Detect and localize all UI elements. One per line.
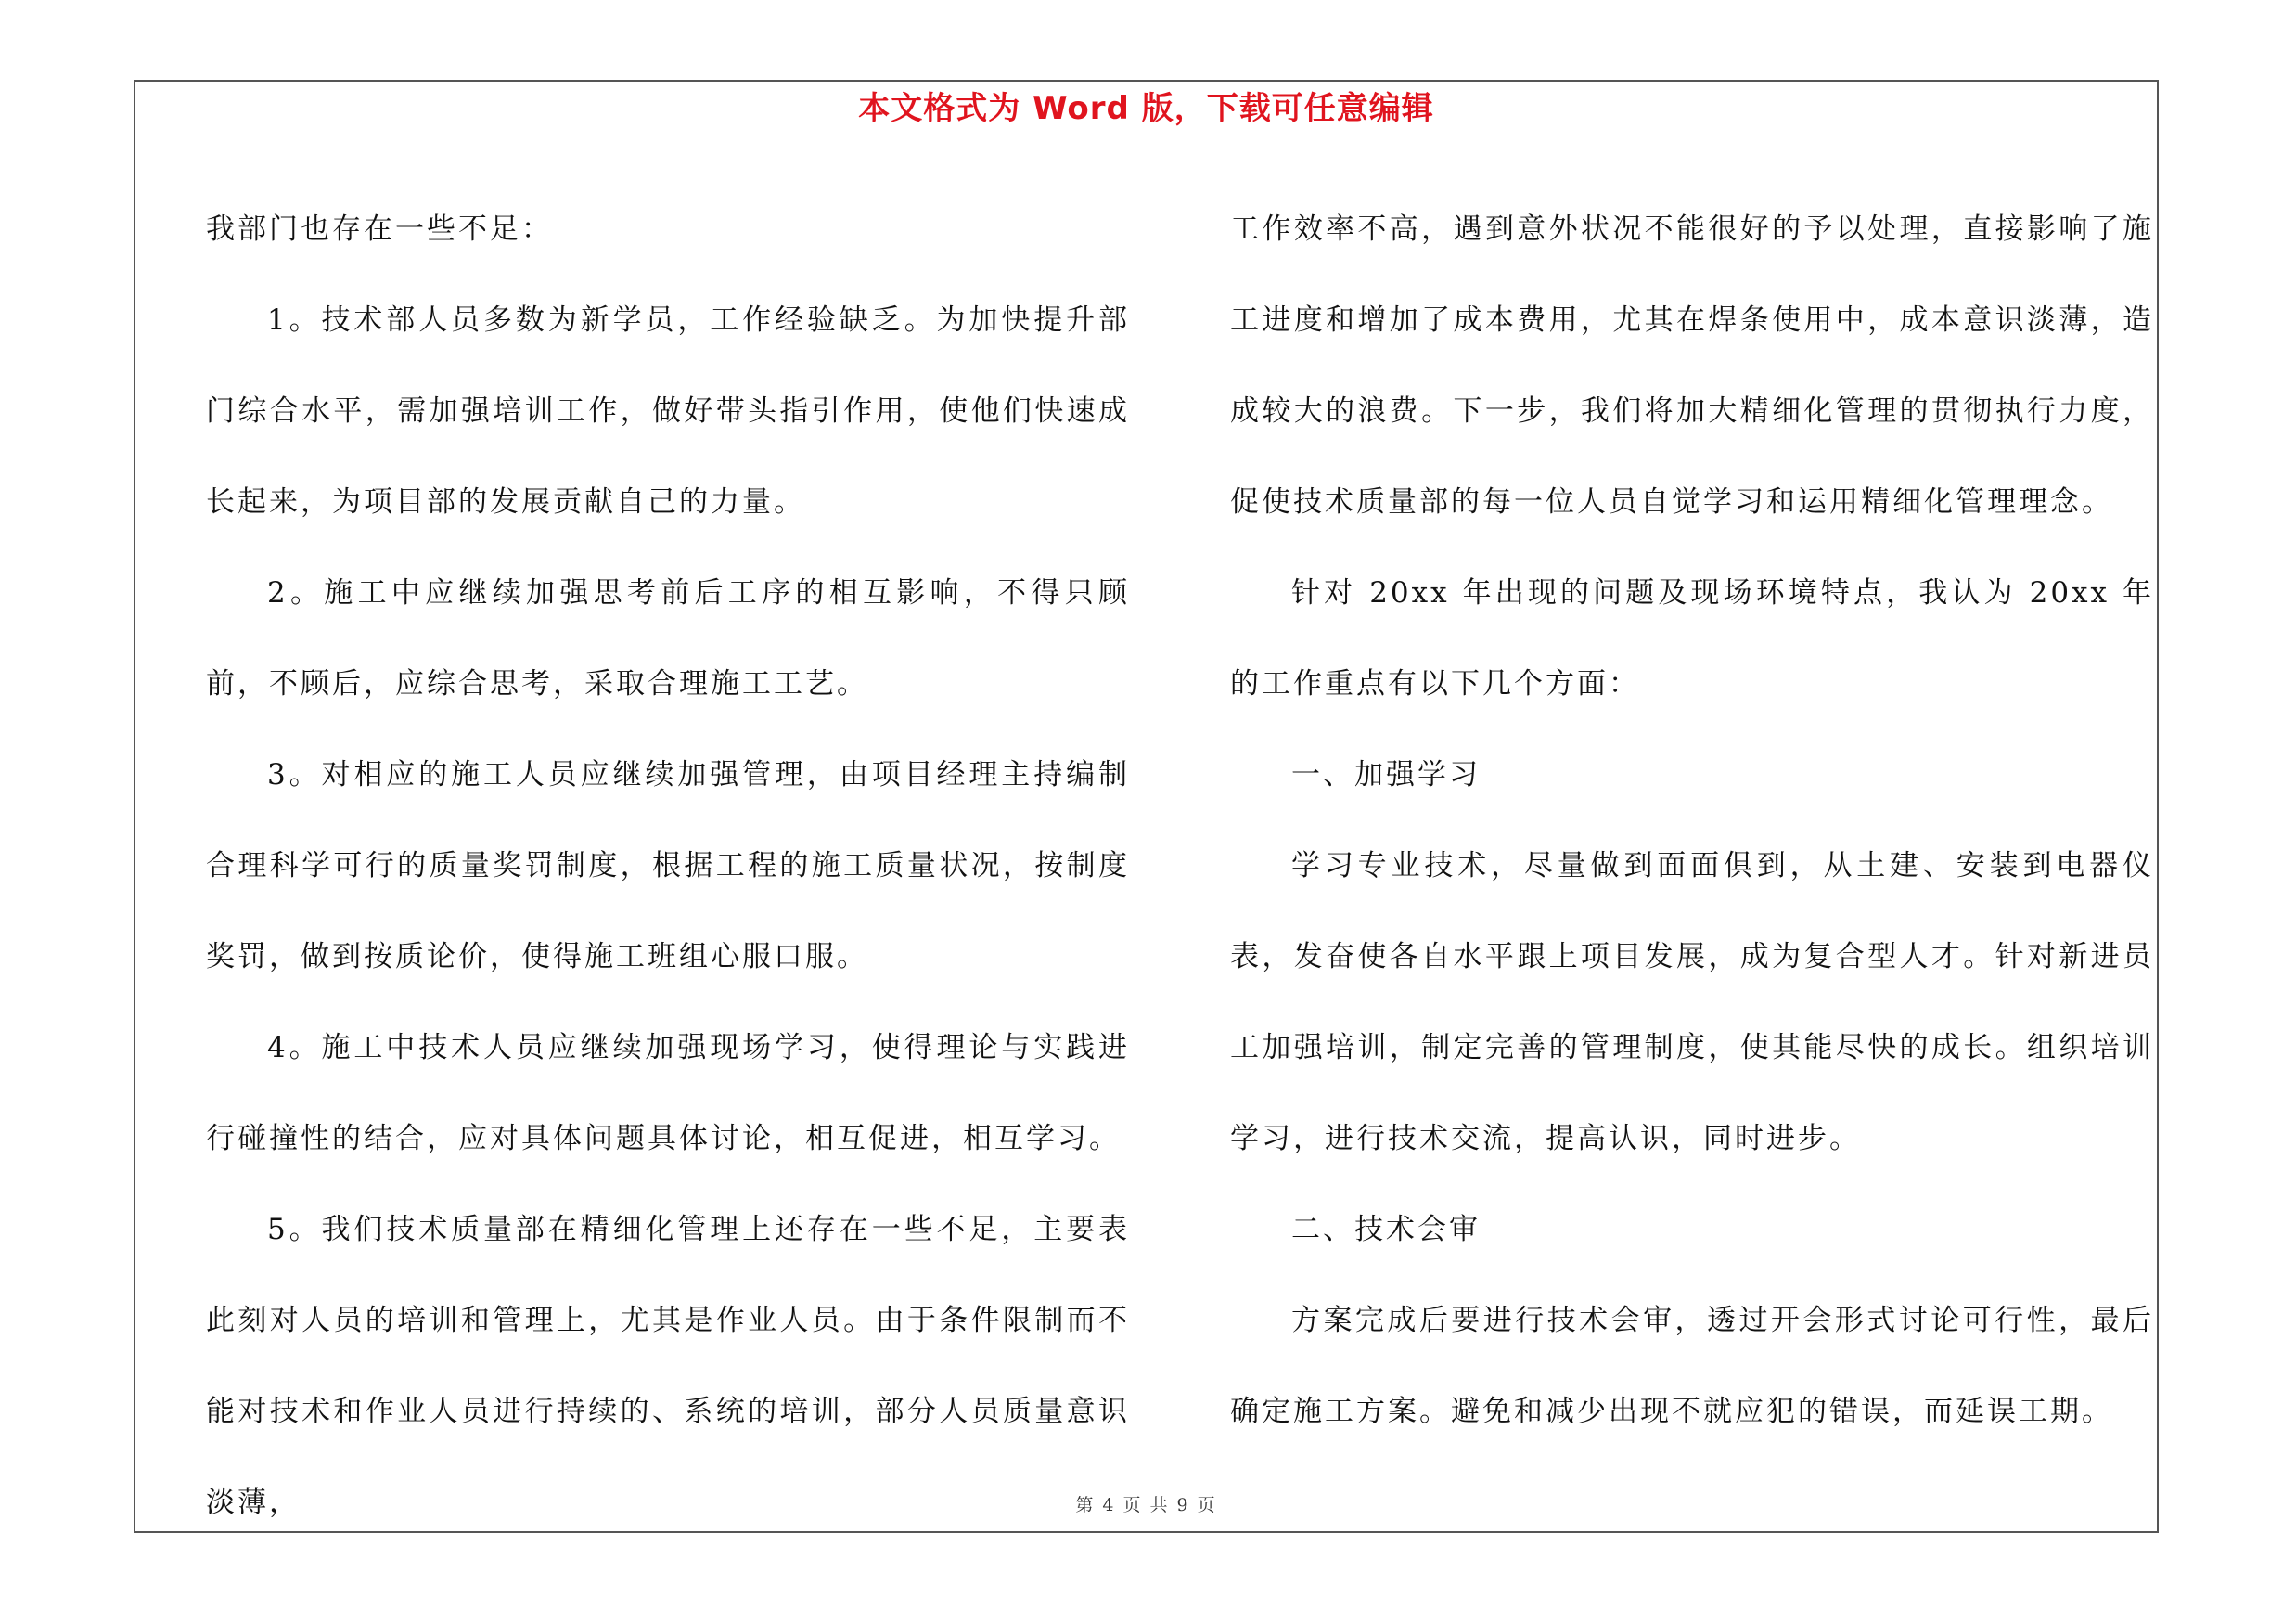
left-column (206, 184, 1130, 1548)
right-paragraph-study: 学习专业技术，尽量做到面面俱到，从土建、安装到电器仪表，发奋使各自水平跟上项目发展，成为复合型人才。针对新进员工加强培训，制定完善的管理制度，使其能尽快的成长。组织培训学习，进行技术交流，提高认识，同时进步。 (1230, 849, 2154, 1155)
left-paragraph-5: 5。我们技术质量部在精细化管理上还存在一些不足，主要表此刻对人员的培训和管理上，尤其是作业人员。由于条件限制而不能对技术和作业人员进行持续的、系统的培训，部分人员质量意识淡薄， (206, 1213, 1130, 1519)
right-paragraph-review: 方案完成后要进行技术会审，透过开会形式讨论可行性，最后确定施工方案。避免和减少出现不就应犯的错误，而延误工期。 (1230, 1304, 2154, 1428)
section-heading-2: 二、技术会审 (1291, 1213, 1481, 1246)
header-banner: 本文格式为 Word 版，下载可任意编辑 (858, 90, 1434, 127)
right-column (1230, 184, 2154, 1457)
right-paragraph-continuation: 工作效率不高，遇到意外状况不能很好的予以处理，直接影响了施工进度和增加了成本费用，尤其在焊条使用中，成本意识淡薄，造成较大的浪费。下一步，我们将加大精细化管理的贯彻执行力度，促使技术质量部的每一位人员自觉学习和运用精细化管理理念。 (1230, 213, 2154, 519)
left-paragraph-intro: 我部门也存在一些不足： (206, 213, 553, 246)
left-paragraph-2: 2。施工中应继续加强思考前后工序的相互影响，不得只顾前，不顾后，应综合思考，采取合理施工工艺。 (206, 576, 1130, 701)
right-paragraph-focus: 针对 20xx 年出现的问题及现场环境特点，我认为 20xx 年的工作重点有以下几个方面： (1230, 576, 2154, 701)
left-paragraph-1: 1。技术部人员多数为新学员，工作经验缺乏。为加快提升部门综合水平，需加强培训工作，做好带头指引作用，使他们快速成长起来，为项目部的发展贡献自己的力量。 (206, 303, 1130, 519)
left-paragraph-3: 3。对相应的施工人员应继续加强管理，由项目经理主持编制合理科学可行的质量奖罚制度，根据工程的施工质量状况，按制度奖罚，做到按质论价，使得施工班组心服口服。 (206, 758, 1130, 973)
left-paragraph-4: 4。施工中技术人员应继续加强现场学习，使得理论与实践进行碰撞性的结合，应对具体问题具体讨论，相互促进，相互学习。 (206, 1031, 1130, 1155)
section-heading-1: 一、加强学习 (1291, 758, 1481, 792)
page-number: 第 4 页 共 9 页 (1075, 1495, 1217, 1515)
